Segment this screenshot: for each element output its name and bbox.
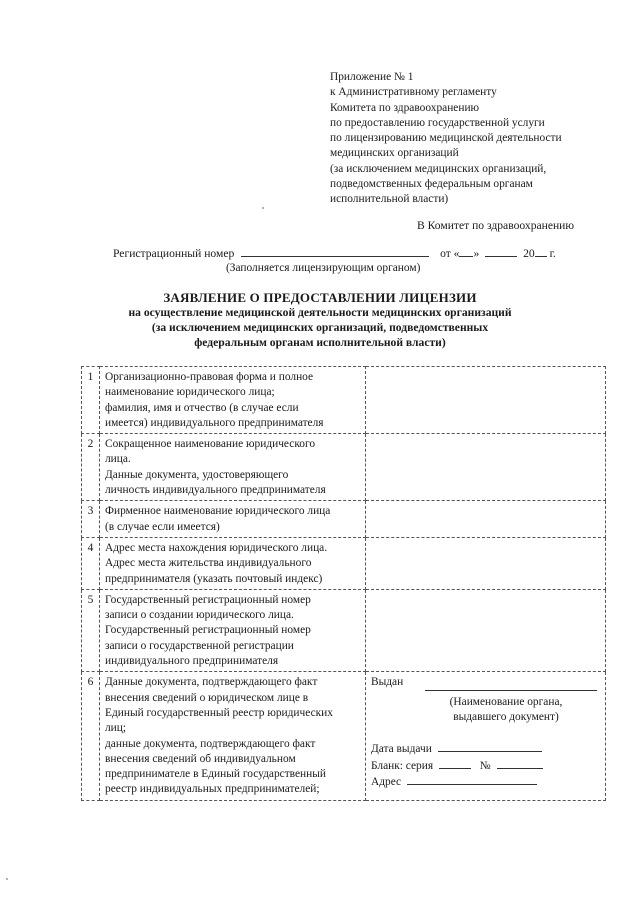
form-series-row (371, 758, 601, 774)
row-value-cell[interactable] (366, 501, 606, 538)
row-label-line: внесения сведений о юридическом лице в (105, 691, 309, 704)
row-label-line: (в случае если имеется) (105, 520, 220, 533)
registration-year-prefix: 20 (523, 247, 535, 260)
row-value-cell[interactable] (366, 589, 606, 671)
row-label-line: Фирменное наименование юридического лица (105, 505, 331, 518)
row-label-line: Государственный регистрационный номер (105, 624, 311, 637)
row-label-line: наименование юридического лица; (105, 386, 275, 399)
row-number: 1 (82, 367, 100, 434)
appendix-line: Приложение № 1 (330, 71, 414, 83)
issuer-note-line: выдавшего документ) (453, 710, 559, 723)
document-title (0, 289, 640, 350)
row-number: 4 (82, 537, 100, 589)
issued-by-row (371, 675, 601, 690)
table-row (82, 367, 606, 434)
appendix-line: Комитета по здравоохранению (330, 101, 480, 114)
address-blank[interactable] (407, 774, 537, 785)
row-label-line: Единый государственный реестр юридических (105, 706, 333, 719)
row-label-line: реестр индивидуальных предпринимателей; (105, 783, 320, 796)
table-row (82, 537, 606, 589)
appendix-line: подведомственных федеральным органам (330, 178, 533, 191)
form-number-blank[interactable] (497, 758, 543, 769)
registration-quote-close: » (473, 247, 480, 260)
registration-number-blank[interactable] (241, 246, 429, 257)
row-label-line: фамилия, имя и отчество (в случае если (105, 401, 299, 414)
appendix-line: по лицензированию медицинской деятельности (330, 132, 562, 145)
row-number: 2 (82, 434, 100, 501)
row-label-line: имеется) индивидуального предпринимателя (105, 416, 324, 429)
issuer-note (371, 695, 601, 726)
scan-speck (6, 878, 8, 880)
row-label-line: Государственный регистрационный номер (105, 593, 311, 606)
row-label-line: предпринимателе в Единый государственный (105, 768, 326, 781)
registration-label: Регистрационный номер (113, 247, 235, 260)
registration-year-blank[interactable] (535, 246, 547, 257)
appendix-block (330, 70, 620, 208)
addressee: В Комитет по здравоохранению (417, 219, 575, 232)
row-label (100, 501, 366, 538)
issuer-note-line: (Наименование органа, (449, 695, 563, 708)
row-label-line: Данные документа, удостоверяющего (105, 468, 289, 481)
appendix-line: по предоставлению государственной услуги (330, 116, 545, 129)
registration-day-blank[interactable] (459, 246, 473, 257)
title-main: ЗАЯВЛЕНИЕ О ПРЕДОСТАВЛЕНИИ ЛИЦЕНЗИИ (163, 290, 477, 305)
row-label (100, 672, 366, 800)
row-label-line: Адрес места нахождения юридического лица. (105, 541, 328, 554)
registration-line (113, 246, 556, 260)
row-value-cell[interactable] (366, 367, 606, 434)
row-label (100, 367, 366, 434)
row-label-line: личность индивидуального предпринимателя (105, 484, 326, 497)
row-number: 5 (82, 589, 100, 671)
registration-year-suffix: г. (549, 247, 556, 260)
registration-month-blank[interactable] (485, 246, 517, 257)
title-sub-line: федеральным органам исполнительной власти) (194, 335, 446, 349)
row-number: 3 (82, 501, 100, 538)
row-number: 6 (82, 672, 100, 800)
row-label-line: лиц; (105, 722, 127, 735)
row-label-line: предпринимателя (указать почтовый индекс) (105, 572, 323, 585)
row-label-line: Данные документа, подтверждающего факт (105, 676, 318, 689)
address-label: Адрес (371, 775, 402, 788)
row-label-line: данные документа, подтверждающего факт (105, 737, 316, 750)
row-label-line: лица. (105, 453, 131, 466)
row-value-cell[interactable] (366, 537, 606, 589)
document-details-cell (366, 672, 606, 800)
application-table (81, 366, 606, 801)
table-row (82, 501, 606, 538)
registration-note: (Заполняется лицензирующим органом) (226, 262, 421, 274)
appendix-line: исполнительной власти) (330, 193, 449, 206)
registration-from: от « (440, 247, 460, 260)
row-label (100, 537, 366, 589)
scan-speck (262, 207, 264, 209)
appendix-line: к Административному регламенту (330, 86, 497, 99)
row-label-line: Адрес места жительства индивидуального (105, 557, 312, 570)
row-label-line: индивидуального предпринимателя (105, 655, 279, 668)
title-sub-line: (за исключением медицинских организаций, подведомственных (151, 320, 489, 334)
row-label-line: внесения сведений об индивидуальном (105, 752, 296, 765)
address-row (371, 774, 601, 790)
row-value-cell[interactable] (366, 434, 606, 501)
issue-date-label: Дата выдачи (371, 743, 432, 756)
form-number-label: № (479, 759, 491, 772)
issue-date-row (371, 741, 601, 757)
row-label (100, 434, 366, 501)
appendix-line: (за исключением медицинских организаций, (330, 162, 547, 175)
issue-date-blank[interactable] (438, 741, 542, 752)
appendix-line: медицинских организаций (330, 147, 459, 160)
form-series-blank[interactable] (439, 758, 471, 769)
issued-by-label: Выдан (371, 676, 404, 689)
issued-by-blank[interactable] (425, 680, 597, 691)
row-label-line: Организационно-правовая форма и полное (105, 371, 314, 383)
spacer (371, 725, 601, 741)
row-label (100, 589, 366, 671)
row-label-line: Сокращенное наименование юридического (105, 438, 316, 451)
table-row (82, 589, 606, 671)
title-sub-line: на осуществление медицинской деятельности медицинских организаций (128, 306, 512, 319)
row-label-line: записи о создании юридического лица. (105, 609, 294, 622)
row-label-line: записи о государственной регистрации (105, 639, 294, 652)
form-series-label: Бланк: серия (371, 759, 434, 772)
table-row (82, 672, 606, 800)
table-row (82, 434, 606, 501)
